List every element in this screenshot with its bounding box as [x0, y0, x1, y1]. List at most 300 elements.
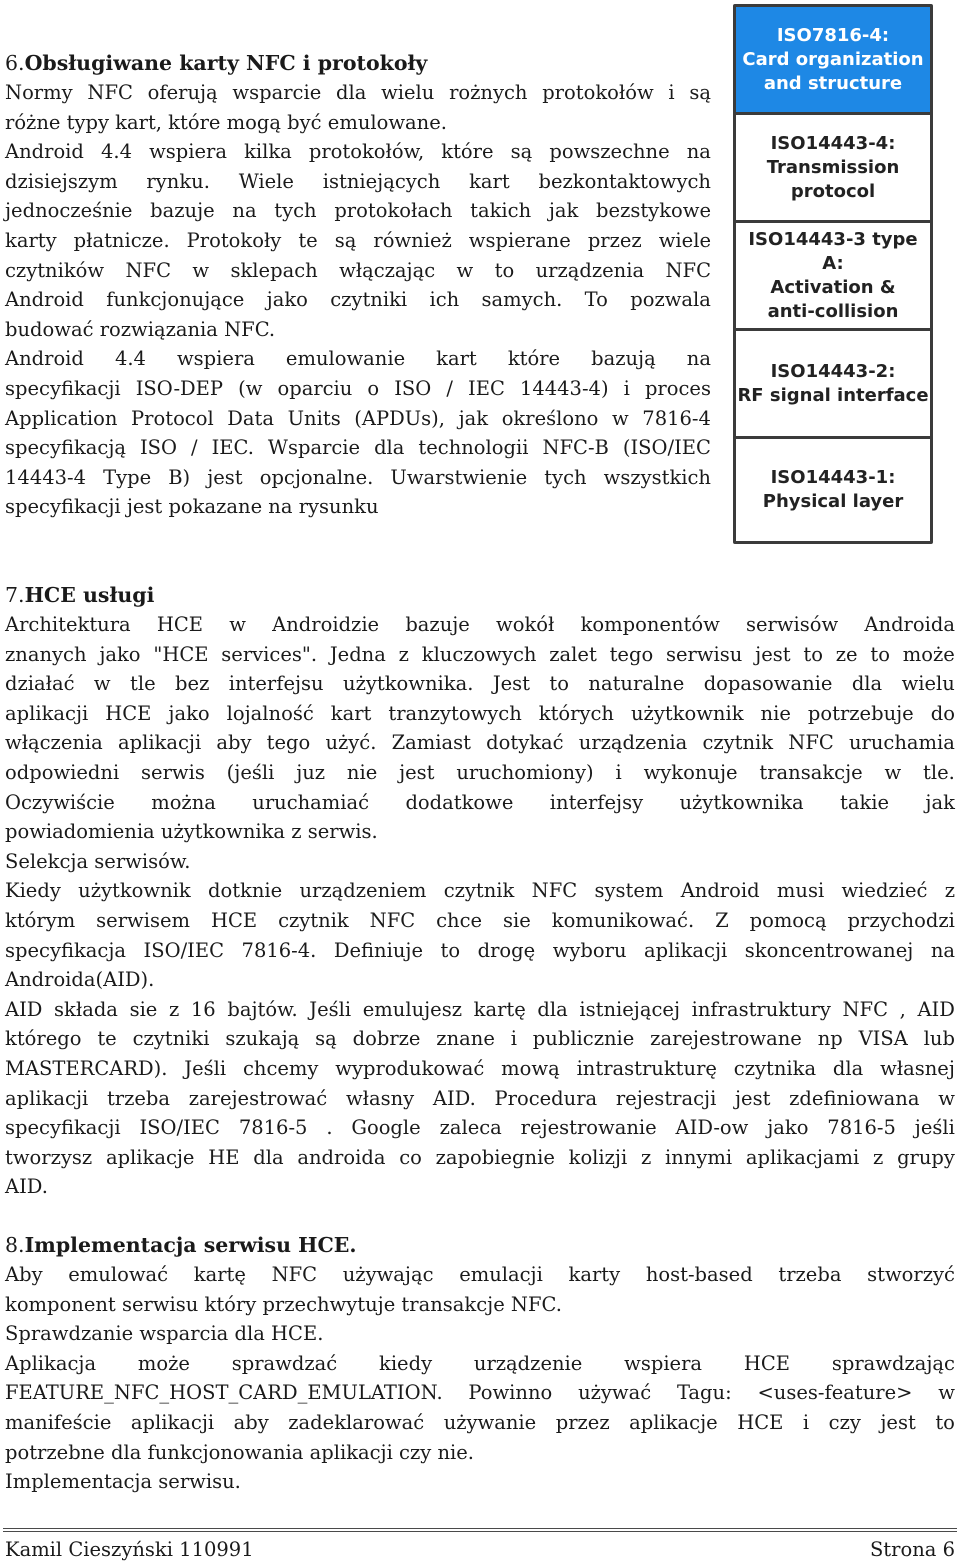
- word: samych.: [481, 288, 563, 312]
- word: tego: [609, 642, 654, 666]
- word: (ISO/IEC: [622, 436, 711, 460]
- word: uruchamia: [848, 731, 955, 755]
- word: kart: [469, 169, 510, 193]
- word: 7816-5: [238, 1116, 308, 1140]
- protocol-layer: [736, 439, 930, 541]
- word: powszechne: [549, 140, 670, 164]
- word: Type: [103, 465, 152, 489]
- word: chce: [436, 908, 483, 932]
- word: przychodzi: [847, 908, 955, 932]
- word: rejestrowanie: [520, 1116, 657, 1140]
- layer-label: Card organization: [742, 48, 924, 70]
- word: różne typy kart, które mogą być emulowane.: [5, 110, 447, 134]
- word: wspiera: [624, 1351, 703, 1375]
- word: Definiuje: [333, 938, 423, 962]
- word: komponentów: [580, 613, 720, 636]
- word: użytkownik: [631, 701, 744, 725]
- word: Google: [351, 1116, 421, 1140]
- word: zaleca: [439, 1116, 502, 1140]
- word: ISO: [139, 436, 178, 460]
- word: innymi: [665, 1145, 733, 1169]
- word: w: [884, 760, 902, 784]
- word: i: [668, 81, 675, 104]
- word: stworzyć: [867, 1263, 955, 1286]
- layer-label: Physical layer: [762, 491, 904, 512]
- protocol-layer: [736, 115, 930, 220]
- word: IEC.: [211, 436, 254, 460]
- word: włączając: [339, 258, 436, 282]
- text-line: [5, 847, 955, 877]
- word: składa: [54, 997, 118, 1021]
- word: w: [229, 613, 246, 636]
- word: (APDUs),: [354, 406, 445, 430]
- word: których: [538, 701, 614, 725]
- word: kart: [330, 701, 372, 725]
- text-line: [5, 108, 711, 138]
- word: urządzenia: [578, 731, 688, 755]
- word: serwisem: [96, 908, 191, 932]
- layer-label: RF signal interface: [737, 384, 929, 406]
- text-line: [5, 1349, 955, 1379]
- word: Powinno: [468, 1381, 553, 1405]
- word: wspierane: [468, 228, 571, 252]
- word: skoncentrowanej: [744, 938, 914, 962]
- word: jako: [767, 1116, 809, 1140]
- word: NFC: [271, 1263, 318, 1286]
- word: czytników: [5, 258, 105, 282]
- word: również: [373, 228, 452, 252]
- word: specyfikacji jest pokazane na rysunku: [5, 495, 379, 519]
- word: (w: [238, 376, 263, 400]
- word: jest: [207, 465, 243, 489]
- word: wszystkich: [603, 465, 711, 489]
- word: odpowiedni: [5, 760, 120, 784]
- word: VISA: [858, 1027, 908, 1051]
- word: tych: [544, 465, 587, 489]
- layer-label: anti-collision: [767, 300, 899, 322]
- word: w: [192, 258, 210, 282]
- word: /: [191, 436, 198, 460]
- text-line: [5, 669, 955, 699]
- word: czytnik: [702, 731, 774, 755]
- word: publicznie: [532, 1027, 635, 1051]
- layer-label: ISO14443-3 type A:: [748, 228, 918, 274]
- layer-label: ISO7816-4:: [776, 24, 890, 46]
- word: powiadomienia użytkownika z serwis.: [5, 820, 378, 844]
- word: Application: [5, 406, 118, 430]
- section-8-body: [5, 1260, 955, 1497]
- word: rynku.: [146, 169, 210, 193]
- word: Architektura: [5, 613, 131, 636]
- text-line: [5, 433, 711, 463]
- word: opcjonalne.: [259, 465, 374, 489]
- word: może: [137, 1351, 190, 1375]
- word: aplikacjami: [745, 1145, 860, 1169]
- text-line: [5, 1024, 955, 1054]
- text-line: [5, 1467, 955, 1497]
- word: Jest: [492, 672, 531, 696]
- text-line: [5, 965, 955, 995]
- section-6-heading: [5, 48, 711, 78]
- word: protokołów: [542, 81, 654, 104]
- word: drogę: [477, 938, 536, 962]
- word: sprawdzać: [231, 1351, 338, 1375]
- word: aby: [216, 731, 252, 755]
- word: w: [611, 406, 629, 430]
- word: są: [510, 140, 533, 164]
- word: takich: [470, 199, 532, 223]
- word: dla: [832, 1056, 864, 1080]
- protocol-layer: [736, 7, 930, 112]
- word: znanych: [5, 642, 87, 666]
- iso-protocol-stack-diagram: [733, 4, 933, 544]
- word: czy: [828, 1410, 861, 1434]
- word: które: [441, 140, 494, 164]
- word: zdefiniowana: [789, 1086, 920, 1110]
- section-7-body: [5, 610, 955, 1202]
- word: interfejsy: [549, 790, 644, 814]
- word: Implementacja serwisu.: [5, 1470, 241, 1494]
- word: czytnika: [733, 1056, 817, 1080]
- word: dopasowanie: [703, 672, 833, 696]
- word: Wsparcie: [267, 436, 361, 460]
- word: zarejestrowane: [650, 1027, 802, 1051]
- word: Jeśli: [184, 1056, 227, 1080]
- protocol-layer: [736, 331, 930, 436]
- text-line: [5, 374, 711, 404]
- word: serwis: [141, 760, 205, 784]
- text-line: [5, 699, 955, 729]
- section-title: Implementacja serwisu HCE.: [24, 1233, 357, 1257]
- word: ich: [429, 288, 460, 312]
- word: ISO/IEC: [139, 1116, 220, 1140]
- word: pozwala: [630, 288, 711, 312]
- word: którego: [5, 1027, 82, 1051]
- footer-author: Kamil Cieszyński 110991: [5, 1538, 254, 1561]
- text-line: [5, 1290, 955, 1320]
- word: oparciu: [277, 376, 353, 400]
- layer-label: ISO14443-1:: [770, 467, 896, 488]
- word: kluczowych: [421, 642, 537, 666]
- word: bazuje: [150, 199, 215, 223]
- word: Z: [715, 908, 729, 932]
- word: sie: [129, 997, 158, 1021]
- word: czytniki: [330, 288, 408, 312]
- footer-page-number: Strona 6: [869, 1538, 955, 1561]
- word: naturalne: [588, 672, 685, 696]
- word: w: [456, 258, 474, 282]
- word: aplikacji: [5, 1086, 89, 1110]
- text-line: [5, 1408, 955, 1438]
- word: o: [367, 376, 380, 400]
- word: istniejących: [322, 169, 441, 193]
- text-line: [5, 640, 955, 670]
- word: aplikacji: [117, 731, 202, 755]
- word: dla: [374, 436, 405, 460]
- word: na: [930, 938, 955, 962]
- layer-divider: [736, 220, 930, 223]
- word: określono: [501, 406, 599, 430]
- word: Androidzie: [272, 613, 380, 636]
- text-line: [5, 1319, 955, 1349]
- text-line: [5, 137, 711, 167]
- word: przez: [555, 1410, 610, 1434]
- word: bez: [175, 672, 210, 696]
- word: serwisów: [745, 613, 839, 636]
- word: specyfikacja: [5, 938, 127, 962]
- word: technologii: [418, 436, 529, 460]
- word: aby: [233, 1410, 269, 1434]
- word: znane: [436, 1027, 495, 1051]
- word: karty: [568, 1263, 621, 1286]
- layer-label: ISO14443-2:: [770, 360, 896, 382]
- word: bezstykowe: [596, 199, 711, 223]
- word: czytniki: [132, 1027, 210, 1051]
- word: włączenia: [5, 731, 103, 755]
- word: na: [686, 140, 711, 164]
- word: jest: [735, 1086, 771, 1110]
- word: ISO/IEC: [143, 938, 225, 962]
- word: z: [873, 1145, 884, 1169]
- word: na: [232, 199, 257, 223]
- word: NFC: [788, 731, 834, 755]
- word: wokół: [496, 613, 555, 636]
- word: wiedzieć: [841, 879, 928, 903]
- word: to: [935, 1410, 955, 1434]
- word: chcemy: [242, 1056, 319, 1080]
- word: to: [549, 672, 569, 696]
- text-line: [5, 1143, 955, 1173]
- word: z: [640, 1145, 652, 1169]
- word: IEC: [468, 376, 505, 400]
- word: dla: [335, 81, 367, 104]
- word: są: [315, 1027, 337, 1051]
- word: działać: [5, 672, 75, 696]
- word: sprawdzając: [831, 1351, 955, 1375]
- text-line: [5, 758, 955, 788]
- word: jak: [458, 406, 489, 430]
- word: Protocol: [131, 406, 214, 430]
- word: Aplikacja: [5, 1351, 97, 1375]
- word: to: [494, 258, 515, 282]
- word: karty: [5, 228, 57, 252]
- word: specyfikacji: [5, 1116, 121, 1140]
- word: Data: [227, 406, 275, 430]
- section-number: 7.: [5, 583, 25, 607]
- word: wyprodukować: [335, 1056, 485, 1080]
- word: tych: [274, 199, 317, 223]
- word: np: [817, 1027, 843, 1051]
- word: bazują: [591, 347, 656, 371]
- word: dotykać: [486, 731, 564, 755]
- section-number: 6.: [5, 51, 25, 75]
- word: to: [870, 642, 890, 666]
- word: emulowanie: [285, 347, 406, 371]
- word: Android: [5, 288, 84, 312]
- text-line: [5, 196, 711, 226]
- word: Android: [680, 879, 760, 903]
- text-line: [5, 285, 711, 315]
- word: bajtów.: [227, 997, 298, 1021]
- word: ze: [835, 642, 858, 666]
- word: dla: [253, 1145, 284, 1169]
- word: grupy: [897, 1145, 955, 1169]
- layer-label: Activation &: [770, 276, 896, 298]
- word: wykonuje: [643, 760, 738, 784]
- word: jako: [168, 701, 210, 725]
- word: 4.4: [114, 347, 146, 371]
- word: HCE: [105, 701, 152, 725]
- text-line: [5, 1438, 955, 1468]
- word: dodatkowe: [405, 790, 514, 814]
- word: 7816-5: [827, 1116, 896, 1140]
- text-line: [5, 492, 711, 522]
- word: AID: [5, 997, 43, 1021]
- word: szukają: [225, 1027, 300, 1051]
- word: kilka: [244, 140, 292, 164]
- word: jeśli: [914, 1116, 955, 1140]
- word: użytkownika: [679, 790, 804, 814]
- word: urządzenia: [535, 258, 645, 282]
- word: "HCE: [153, 642, 209, 666]
- word: AID.: [5, 1175, 48, 1199]
- word: manifeście: [5, 1410, 112, 1434]
- word: tranzytowych: [388, 701, 522, 725]
- word: budować rozwiązania NFC.: [5, 317, 276, 341]
- word: płatnicze.: [73, 228, 170, 252]
- word: AID-ow: [675, 1116, 749, 1140]
- word: AID: [917, 997, 955, 1021]
- word: Jeśli: [309, 997, 352, 1021]
- word: infrastruktury: [691, 997, 831, 1021]
- word: Androida: [864, 613, 955, 636]
- word: oferują: [147, 81, 218, 104]
- word: Oczywiście: [5, 790, 115, 814]
- word: i: [802, 1410, 810, 1434]
- text-line: [5, 1054, 955, 1084]
- protocol-layer: [736, 223, 930, 328]
- word: interfejsu: [228, 672, 324, 696]
- layer-label: ISO14443-4:: [770, 132, 896, 154]
- word: funkcjonujące: [106, 288, 245, 312]
- word: uruchamiać: [252, 790, 370, 814]
- section-8: [5, 1230, 955, 1497]
- word: Androida(AID).: [5, 968, 155, 992]
- text-line: [5, 610, 955, 640]
- word: Protokoły: [186, 228, 282, 252]
- word: intrastrukturę: [576, 1056, 717, 1080]
- text-line: [5, 788, 955, 818]
- word: czytnik: [278, 908, 349, 932]
- word: ISO: [394, 376, 432, 400]
- text-line: [5, 226, 711, 256]
- word: aplikacji: [5, 701, 89, 725]
- word: /: [446, 376, 453, 400]
- word: Android: [5, 140, 84, 164]
- word: androida: [297, 1145, 386, 1169]
- word: B): [168, 465, 191, 489]
- word: zalet: [549, 642, 597, 666]
- section-title: HCE usługi: [24, 583, 155, 607]
- word: komponent serwisu który przechwytuje transakcje NFC.: [5, 1292, 562, 1316]
- word: tle: [130, 672, 156, 696]
- text-line: [5, 906, 955, 936]
- word: sklepach: [230, 258, 318, 282]
- layer-label: protocol: [790, 180, 876, 202]
- word: aplikacji: [644, 938, 728, 962]
- word: HE: [208, 1145, 240, 1169]
- section-7-heading: [5, 580, 955, 610]
- word: to: [803, 642, 823, 666]
- word: 7816-4: [642, 406, 711, 430]
- word: Zamiast: [391, 731, 471, 755]
- text-line: [5, 315, 711, 345]
- word: nie: [760, 701, 791, 725]
- word: wspiera: [176, 347, 255, 371]
- section-number: 8.: [5, 1233, 25, 1257]
- word: uruchomiony): [456, 760, 594, 784]
- word: lojalność: [226, 701, 314, 725]
- layer-label: Transmission: [766, 156, 900, 178]
- word: NFC: [87, 81, 133, 104]
- text-line: [5, 876, 955, 906]
- word: Units: [287, 406, 341, 430]
- word: istniejącej: [579, 997, 680, 1021]
- word: komunikować.: [551, 908, 695, 932]
- word: kiedy: [379, 1351, 433, 1375]
- word: w: [93, 672, 111, 696]
- word: z: [944, 879, 955, 903]
- word: NFC: [369, 908, 416, 932]
- word: i: [510, 1027, 517, 1051]
- word: wielu: [381, 81, 435, 104]
- text-line: [5, 167, 711, 197]
- word: specyfikacji: [5, 376, 121, 400]
- word: bezkontaktowych: [538, 169, 711, 193]
- word: NFC: [125, 258, 171, 282]
- page-footer: [5, 1536, 955, 1564]
- word: tworzysz: [5, 1145, 93, 1169]
- word: dzisiejszym: [5, 169, 118, 193]
- word: dla: [851, 672, 883, 696]
- word: HCE: [737, 1410, 784, 1434]
- word: kartę: [473, 997, 526, 1021]
- word: Uwarstwienie: [390, 465, 528, 489]
- word: można: [151, 790, 216, 814]
- word: <uses-feature>: [757, 1381, 913, 1405]
- text-line: [5, 256, 711, 286]
- word: zadeklarować: [288, 1410, 425, 1434]
- word: wiele: [658, 228, 711, 252]
- word: własny: [345, 1086, 415, 1110]
- text-line: [5, 404, 711, 434]
- word: te: [97, 1027, 117, 1051]
- word: jak: [925, 790, 955, 814]
- word: MASTERCARD).: [5, 1056, 168, 1080]
- word: (jeśli: [226, 760, 275, 784]
- word: takie: [840, 790, 890, 814]
- word: Selekcja serwisów.: [5, 849, 191, 873]
- word: system: [594, 879, 664, 903]
- word: zapobiegnie: [435, 1145, 555, 1169]
- word: jest: [399, 760, 435, 784]
- word: są: [334, 228, 357, 252]
- word: do: [930, 701, 955, 725]
- word: HCE: [743, 1351, 791, 1375]
- word: użytkownika.: [343, 672, 474, 696]
- word: HCE: [210, 908, 258, 932]
- word: potrzebuje: [807, 701, 914, 725]
